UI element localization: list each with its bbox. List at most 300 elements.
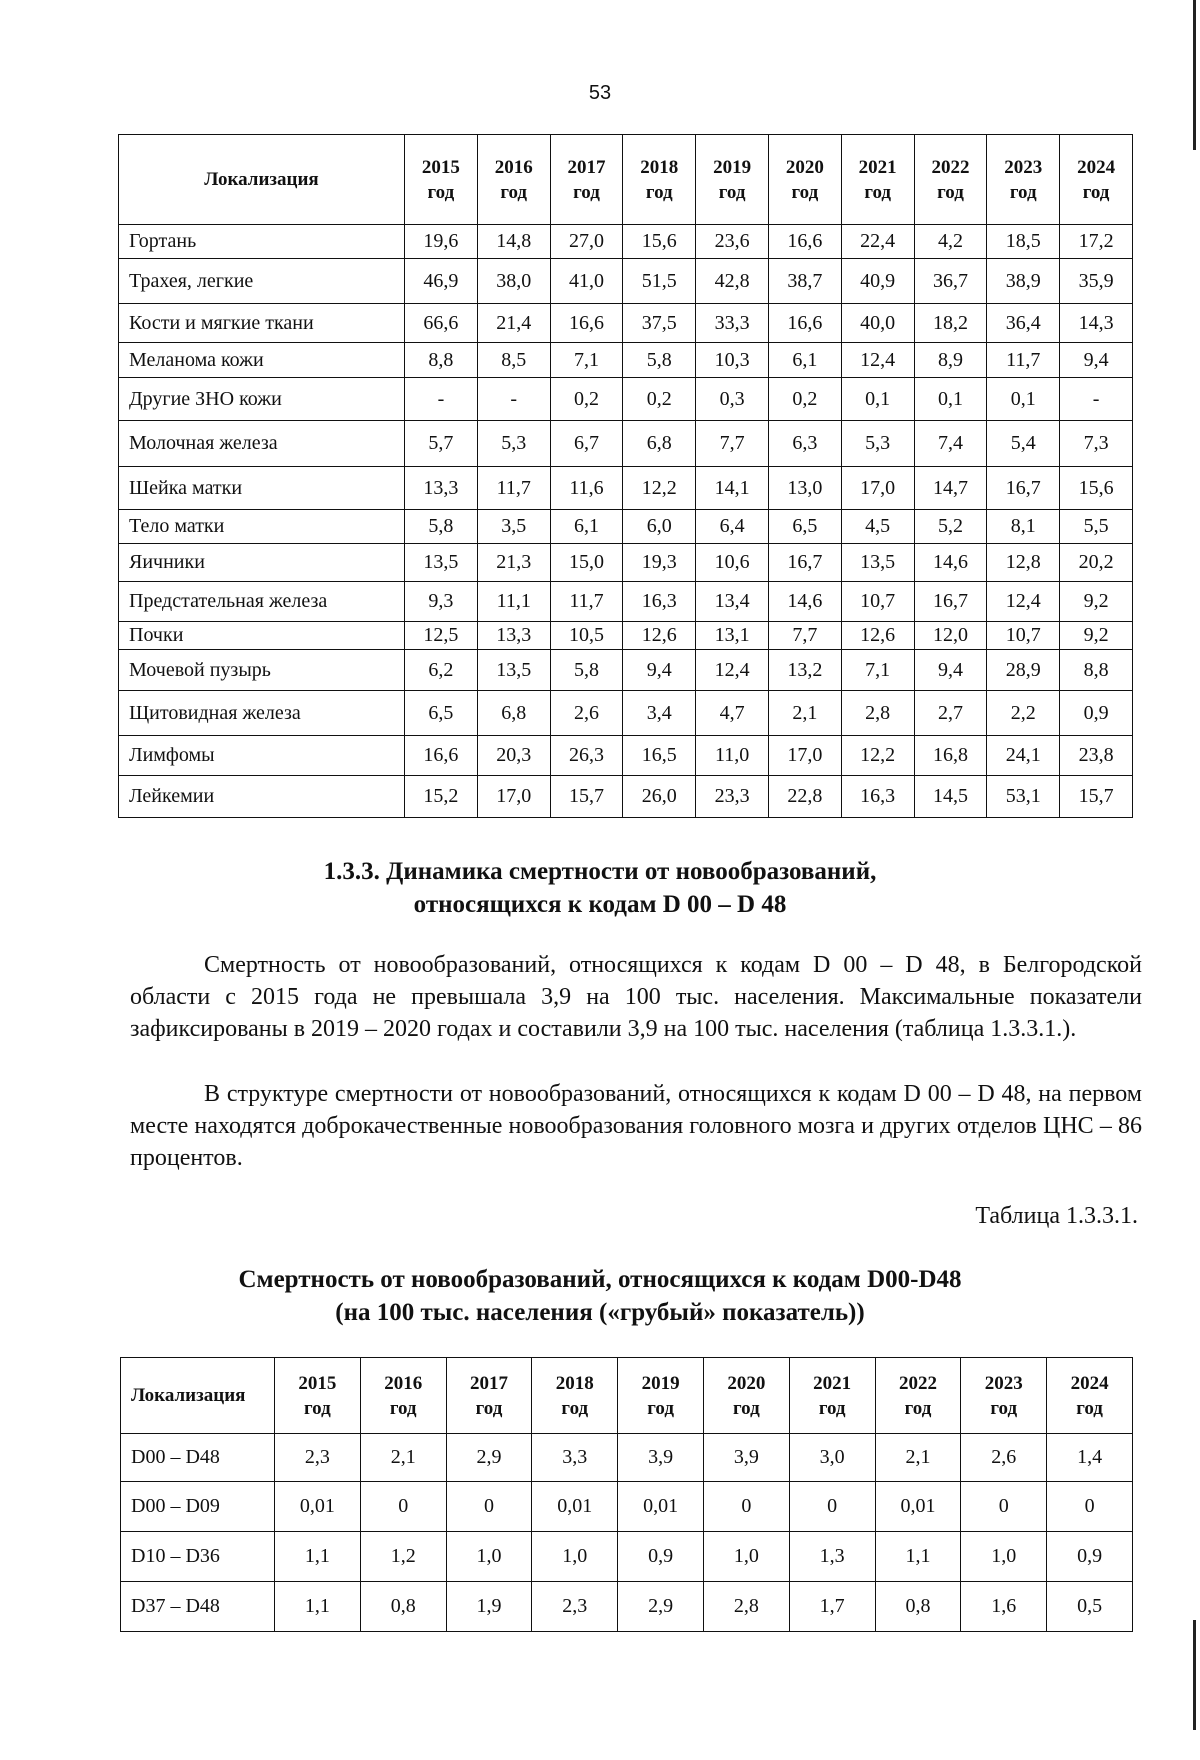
table-cell: 16,7 [768,544,841,582]
table-cell: 14,3 [1060,304,1133,343]
table-cell: 8,1 [987,510,1060,544]
table-title-line1: Смертность от новообразований, относящихся к кодам D00-D48 [238,1266,962,1293]
table-cell: 0,9 [1047,1532,1133,1582]
header-year-2024 [1047,1358,1133,1434]
section-title [0,855,1200,921]
table-cell: 0,3 [696,378,769,421]
table-cell: 9,4 [623,650,696,691]
table-cell: 4,5 [841,510,914,544]
table-cell: 17,2 [1060,225,1133,259]
table-cell: 12,8 [987,544,1060,582]
table-cell: 21,4 [477,304,550,343]
table-cell: 0,1 [987,378,1060,421]
row-label: Другие ЗНО кожи [119,378,405,421]
table-cell: 38,7 [768,259,841,304]
table-cell: 16,7 [914,582,987,622]
table-cell: 5,4 [987,421,1060,467]
scan-border-bottom [1193,1620,1196,1730]
table-cell: 12,4 [987,582,1060,622]
table-header-row [119,135,1133,225]
header-year: 2022 [898,1372,937,1394]
table-cell: 33,3 [696,304,769,343]
table-cell: 6,7 [550,421,623,467]
header-year-2019 [618,1358,704,1434]
row-label: Трахея, легкие [119,259,405,304]
table-cell: 1,3 [789,1532,875,1582]
table-cell: 9,3 [405,582,478,622]
table-cell: 5,3 [477,421,550,467]
table-cell: 0,1 [841,378,914,421]
header-year-suffix: год [645,181,673,203]
header-year: 2015 [421,156,460,178]
table-cell: 0 [1047,1482,1133,1532]
table-cell: 12,0 [914,622,987,650]
table-row [119,582,1133,622]
table-cell: 1,2 [360,1532,446,1582]
header-year-suffix: год [733,1397,760,1419]
table-cell: 1,1 [275,1532,361,1582]
table-cell: 18,2 [914,304,987,343]
row-label: D37 – D48 [121,1582,275,1632]
table-cell: 5,7 [405,421,478,467]
table-cell: 12,6 [841,622,914,650]
table-cell: 0,2 [623,378,696,421]
table-cell: 37,5 [623,304,696,343]
table-cell: 0,01 [275,1482,361,1532]
table-cell: 35,9 [1060,259,1133,304]
table-cell: 0 [789,1482,875,1532]
table-cell: 12,4 [841,343,914,378]
table-cell: 2,3 [532,1582,618,1632]
table-cell: 40,9 [841,259,914,304]
table-cell: 9,2 [1060,622,1133,650]
table-cell: 16,6 [550,304,623,343]
table-cell: 0,5 [1047,1582,1133,1632]
row-label: Лимфомы [119,736,405,776]
section-title-line1: 1.3.3. Динамика смертности от новообразований, [323,858,877,885]
header-year-suffix: год [718,181,746,203]
header-year: 2020 [785,156,824,178]
row-label: D00 – D48 [121,1434,275,1482]
table-cell: 8,8 [1060,650,1133,691]
table-cell: 2,1 [768,691,841,736]
header-localization: Локализация [119,135,405,225]
table-cell: 66,6 [405,304,478,343]
table-cell: 36,4 [987,304,1060,343]
table-cell: 0 [446,1482,532,1532]
header-year: 2019 [641,1372,680,1394]
header-year-suffix: год [818,1397,846,1419]
table-cell: 13,5 [477,650,550,691]
table-cell: 2,6 [961,1434,1047,1482]
table-cell: 15,2 [405,776,478,818]
table-cell: 3,4 [623,691,696,736]
table-row [119,622,1133,650]
table-cell: 8,9 [914,343,987,378]
header-localization: Локализация [121,1358,275,1434]
header-year-2019 [696,135,769,225]
header-year: 2019 [713,156,752,178]
table-cell: 6,1 [550,510,623,544]
table-cell: 38,9 [987,259,1060,304]
table-cell: 6,5 [405,691,478,736]
table-cell: 21,3 [477,544,550,582]
header-year: 2016 [384,1372,423,1394]
table-cell: 1,0 [703,1532,789,1582]
header-year-2022 [875,1358,961,1434]
table-cell: 38,0 [477,259,550,304]
header-year: 2023 [1004,156,1043,178]
row-label: D00 – D09 [121,1482,275,1532]
table-cell: 11,0 [696,736,769,776]
table-cell: 7,3 [1060,421,1133,467]
table-row [119,421,1133,467]
header-year: 2021 [858,156,897,178]
table-cell: 14,6 [768,582,841,622]
table-row [119,776,1133,818]
table-cell: 0,9 [1060,691,1133,736]
header-year-suffix: год [647,1397,674,1419]
paragraph-2: В структуре смертности от новообразований, относящихся к кодам D 00 – D 48, на первом месте находятся доброкачественные новообразования головного мозга и других отделов ЦНС – 86 процентов. [130,1081,1142,1171]
table-cell: 14,1 [696,467,769,510]
table-cell: 6,0 [623,510,696,544]
table-cell: 10,3 [696,343,769,378]
header-year-2021 [841,135,914,225]
table-cell: 12,2 [623,467,696,510]
table-row [119,378,1133,421]
table-cell: 53,1 [987,776,1060,818]
row-label: Предстательная железа [119,582,405,622]
table-cell: 2,9 [618,1582,704,1632]
header-year-suffix: год [500,181,528,203]
table-cell: 0,01 [875,1482,961,1532]
table-cell: 2,3 [275,1434,361,1482]
table-cell: 3,5 [477,510,550,544]
header-year-2017 [446,1358,532,1434]
header-year-2018 [623,135,696,225]
table-cell: 15,0 [550,544,623,582]
incidence-table [118,134,1133,818]
section-title-line2: относящихся к кодам D 00 – D 48 [413,891,787,918]
table-cell: 26,3 [550,736,623,776]
header-year-2024 [1060,135,1133,225]
table-cell: 1,0 [532,1532,618,1582]
table-cell: 15,7 [550,776,623,818]
table-cell: 17,0 [768,736,841,776]
table-cell: 14,5 [914,776,987,818]
table-cell: 6,8 [623,421,696,467]
table-cell: 12,2 [841,736,914,776]
header-year-2015 [405,135,478,225]
page-number: 53 [588,82,612,104]
table-cell: 0,9 [618,1532,704,1582]
header-year-2023 [961,1358,1047,1434]
table-cell: 16,8 [914,736,987,776]
table-cell: 1,1 [875,1532,961,1582]
table-cell: 9,4 [1060,343,1133,378]
header-year-suffix: год [904,1397,932,1419]
header-year-2022 [914,135,987,225]
header-year-suffix: год [427,181,455,203]
table-cell: 2,8 [703,1582,789,1632]
table-cell: 12,4 [696,650,769,691]
table-cell: 15,6 [1060,467,1133,510]
header-year-suffix: год [389,1397,417,1419]
table-cell: 3,0 [789,1434,875,1482]
table-cell: 6,2 [405,650,478,691]
table-cell: 3,9 [703,1434,789,1482]
header-year: 2021 [813,1372,852,1394]
table-cell: 23,3 [696,776,769,818]
row-label: Шейка матки [119,467,405,510]
table-cell: 22,4 [841,225,914,259]
table-cell: 13,1 [696,622,769,650]
header-year-suffix: год [937,181,964,203]
table-cell: 6,8 [477,691,550,736]
mortality-table [120,1357,1133,1632]
table-cell: 9,4 [914,650,987,691]
table-cell: 3,9 [618,1434,704,1482]
header-year: 2018 [640,156,679,178]
table-cell: 1,1 [275,1582,361,1632]
table-row [119,343,1133,378]
table-cell: - [477,378,550,421]
table-cell: 19,6 [405,225,478,259]
table-cell: 8,5 [477,343,550,378]
row-label: Мочевой пузырь [119,650,405,691]
header-year: 2017 [567,156,606,178]
table-cell: 0,01 [618,1482,704,1532]
header-year-suffix: год [1009,181,1037,203]
header-year-suffix: год [1076,1397,1103,1419]
table-cell: 51,5 [623,259,696,304]
table-cell: 46,9 [405,259,478,304]
table-cell: 26,0 [623,776,696,818]
table-cell: 4,7 [696,691,769,736]
table-cell: 0,8 [360,1582,446,1632]
table-cell: 6,4 [696,510,769,544]
table-cell: 1,4 [1047,1434,1133,1482]
table-cell: 5,8 [405,510,478,544]
header-year-2015 [275,1358,361,1434]
table-row [119,736,1133,776]
table-row [121,1532,1133,1582]
table-cell: 19,3 [623,544,696,582]
table-cell: 13,5 [841,544,914,582]
row-label: Гортань [119,225,405,259]
header-year-2016 [360,1358,446,1434]
table-cell: 20,3 [477,736,550,776]
table-cell: 24,1 [987,736,1060,776]
table-row [119,467,1133,510]
table-cell: 5,8 [623,343,696,378]
table-cell: 6,1 [768,343,841,378]
header-year-2023 [987,135,1060,225]
paragraph-1: Смертность от новообразований, относящихся к кодам D 00 – D 48, в Белгородской области с 2015 года не превышала 3,9 на 100 тыс. населения. Максимальные показатели зафиксированы в 2019 – 2020 годах и составили 3,9 на 100 тыс. населения (таблица 1.3.3.1.). [130,952,1142,1042]
table-cell: 0 [961,1482,1047,1532]
table-cell: 23,6 [696,225,769,259]
table-cell: 2,1 [875,1434,961,1482]
row-label: Яичники [119,544,405,582]
header-year-suffix: год [573,181,600,203]
table-cell: 16,3 [623,582,696,622]
table-cell: 36,7 [914,259,987,304]
row-label: Лейкемии [119,776,405,818]
table-cell: 2,6 [550,691,623,736]
table-cell: 0,8 [875,1582,961,1632]
table-cell: 16,6 [768,304,841,343]
table-cell: 6,5 [768,510,841,544]
table-cell: 41,0 [550,259,623,304]
header-year-2017 [550,135,623,225]
table-cell: 7,1 [550,343,623,378]
table-cell: 0,1 [914,378,987,421]
table-cell: 10,5 [550,622,623,650]
table-cell: 0 [703,1482,789,1532]
table-row [121,1482,1133,1532]
table-cell: 13,3 [477,622,550,650]
header-year-2021 [789,1358,875,1434]
header-year: 2024 [1070,1372,1109,1394]
row-label: Тело матки [119,510,405,544]
table-cell: 2,9 [446,1434,532,1482]
table-cell: 7,7 [696,421,769,467]
scan-border-top [1193,0,1196,150]
header-year-suffix: год [1082,181,1110,203]
header-year: 2018 [555,1372,594,1394]
table-header-row [121,1358,1133,1434]
table-cell: 23,8 [1060,736,1133,776]
table-cell: - [405,378,478,421]
header-year-2020 [768,135,841,225]
table-cell: 12,6 [623,622,696,650]
table-cell: 16,5 [623,736,696,776]
table-label: Таблица 1.3.3.1. [975,1203,1138,1229]
table-cell: 17,0 [841,467,914,510]
table-cell: 28,9 [987,650,1060,691]
header-year-suffix: год [791,181,819,203]
header-year: 2022 [931,156,970,178]
header-year: 2015 [298,1372,337,1394]
table-cell: 3,3 [532,1434,618,1482]
table-cell: 6,3 [768,421,841,467]
table-cell: 0,2 [550,378,623,421]
header-year-2018 [532,1358,618,1434]
table-cell: - [1060,378,1133,421]
table-cell: 7,4 [914,421,987,467]
header-year: 2024 [1077,156,1116,178]
row-label: Молочная железа [119,421,405,467]
table-row [119,544,1133,582]
table-cell: 7,1 [841,650,914,691]
table-cell: 40,0 [841,304,914,343]
table-cell: 0,2 [768,378,841,421]
header-year-suffix: год [304,1397,331,1419]
header-year-2016 [477,135,550,225]
table-row [121,1434,1133,1482]
table-cell: 2,8 [841,691,914,736]
table-cell: 2,7 [914,691,987,736]
table-cell: 15,6 [623,225,696,259]
table-cell: 12,5 [405,622,478,650]
row-label: D10 – D36 [121,1532,275,1582]
table-cell: 14,7 [914,467,987,510]
header-year: 2017 [469,1372,508,1394]
table-cell: 11,6 [550,467,623,510]
table-cell: 1,0 [961,1532,1047,1582]
header-year: 2020 [727,1372,766,1394]
header-year-suffix: год [864,181,892,203]
table-cell: 11,1 [477,582,550,622]
table-cell: 14,8 [477,225,550,259]
table-row [119,650,1133,691]
table-cell: 0 [360,1482,446,1532]
table-cell: 13,5 [405,544,478,582]
table-cell: 16,6 [405,736,478,776]
table-cell: 5,2 [914,510,987,544]
table-cell: 14,6 [914,544,987,582]
row-label: Меланома кожи [119,343,405,378]
table-title-line2: (на 100 тыс. населения («грубый» показатель)) [335,1299,865,1326]
header-year: 2023 [984,1372,1023,1394]
table-cell: 2,2 [987,691,1060,736]
table-cell: 13,0 [768,467,841,510]
table-cell: 5,8 [550,650,623,691]
table-cell: 15,7 [1060,776,1133,818]
header-year-suffix: год [561,1397,589,1419]
table-cell: 13,2 [768,650,841,691]
table-row [119,304,1133,343]
table-cell: 11,7 [987,343,1060,378]
table-row [119,225,1133,259]
table-cell: 13,4 [696,582,769,622]
table-cell: 1,7 [789,1582,875,1632]
table-cell: 11,7 [550,582,623,622]
table-row [121,1582,1133,1632]
header-year-2020 [703,1358,789,1434]
table-cell: 20,2 [1060,544,1133,582]
table-cell: 27,0 [550,225,623,259]
row-label: Почки [119,622,405,650]
table-cell: 11,7 [477,467,550,510]
header-year: 2016 [494,156,533,178]
header-year-suffix: год [990,1397,1018,1419]
table-cell: 7,7 [768,622,841,650]
table-cell: 10,7 [841,582,914,622]
table-cell: 22,8 [768,776,841,818]
table-cell: 0,01 [532,1482,618,1532]
table-title [0,1263,1200,1329]
table-cell: 16,6 [768,225,841,259]
table-cell: 17,0 [477,776,550,818]
table-row [119,510,1133,544]
table-cell: 2,1 [360,1434,446,1482]
table-cell: 8,8 [405,343,478,378]
table-cell: 1,6 [961,1582,1047,1632]
table-cell: 9,2 [1060,582,1133,622]
table-cell: 4,2 [914,225,987,259]
table-cell: 13,3 [405,467,478,510]
row-label: Щитовидная железа [119,691,405,736]
table-cell: 10,6 [696,544,769,582]
table-cell: 42,8 [696,259,769,304]
table-cell: 18,5 [987,225,1060,259]
table-cell: 5,3 [841,421,914,467]
table-cell: 1,0 [446,1532,532,1582]
table-row [119,259,1133,304]
table-cell: 10,7 [987,622,1060,650]
table-row [119,691,1133,736]
